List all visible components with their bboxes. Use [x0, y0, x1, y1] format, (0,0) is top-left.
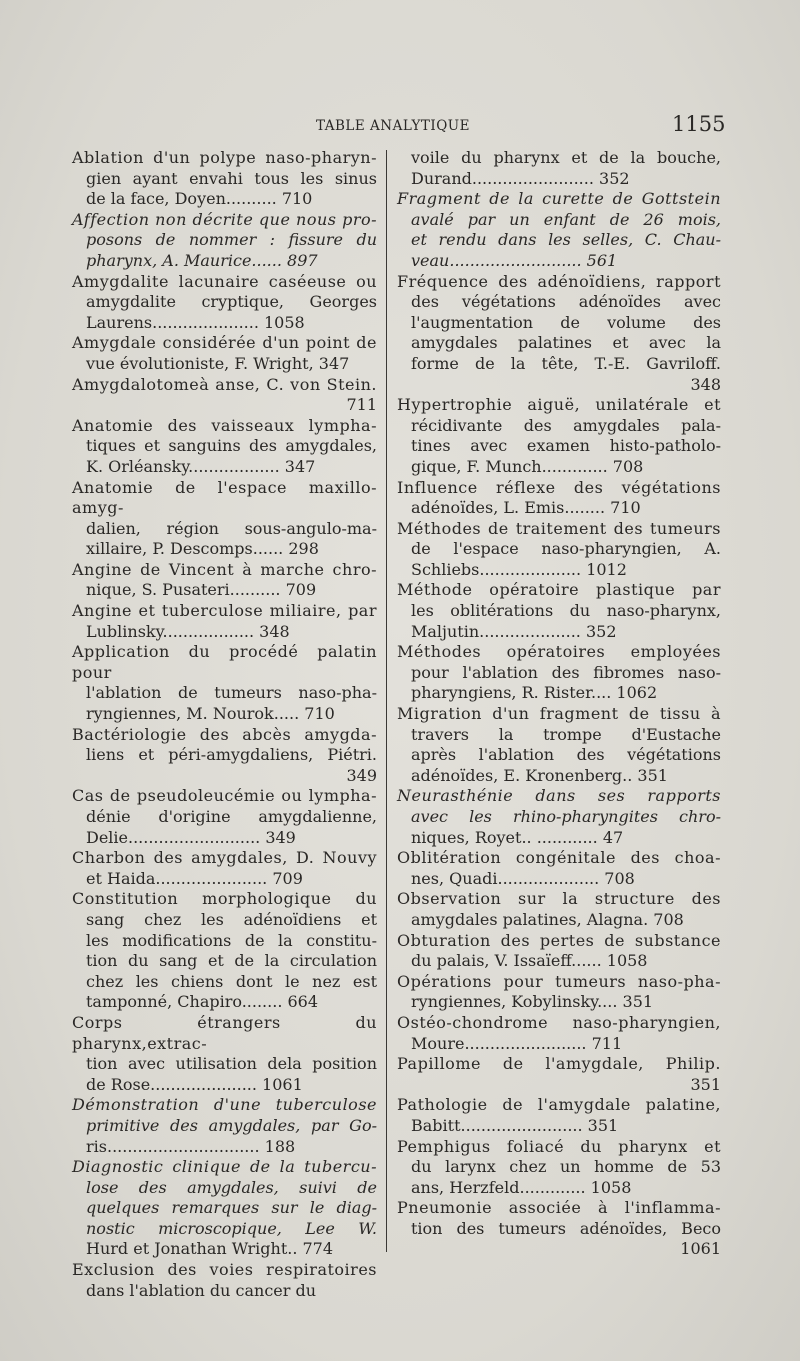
index-entry — [72, 1013, 377, 1095]
index-entry-line: amygdalite cryptique, Georges — [86, 292, 377, 312]
index-entry-line: nostic microscopique, Lee W. — [86, 1218, 377, 1238]
index-entry-line: lose des amygdales, suivi de — [86, 1177, 377, 1197]
index-entry-line: dans l'ablation du cancer du — [86, 1280, 317, 1300]
index-entry — [397, 786, 721, 848]
index-entry-line: Angine et tuberculose miliaire, par — [72, 601, 377, 621]
index-entry-line: avalé par un enfant de 26 mois, — [411, 209, 721, 229]
index-entry-line: Affection non décrite que nous pro- — [72, 209, 377, 229]
index-entry-line: et rendu dans les selles, C. Chau- — [411, 230, 721, 250]
index-entry-line: Babitt........................ 351 — [411, 1115, 619, 1135]
index-entry-line: Méthodes de traitement des tumeurs — [397, 518, 721, 538]
index-entry — [72, 272, 377, 334]
index-entry-line: Application du procédé palatin pour — [72, 642, 377, 682]
index-entry-line: du palais, V. Issaïeff...... 1058 — [411, 951, 648, 971]
index-entry-line: les modifications de la constitu- — [86, 930, 377, 950]
index-entry-line: Lublinsky.................. 348 — [86, 621, 290, 641]
index-entry — [397, 889, 721, 930]
index-entry-line: pour l'ablation des fibromes naso- — [411, 662, 721, 682]
index-entry — [72, 333, 377, 374]
index-entry — [397, 580, 721, 642]
index-entry-line: Charbon des amygdales, D. Nouvy — [72, 848, 377, 868]
index-entry-line: Constitution morphologique du — [72, 889, 377, 909]
index-entry-line: pharyngiens, R. Rister.... 1062 — [411, 683, 658, 703]
index-entry-line: Corps étrangers du pharynx,extrac- — [72, 1012, 377, 1053]
index-entry — [397, 519, 721, 581]
index-entry — [72, 786, 377, 848]
index-entry — [397, 1054, 721, 1095]
index-entry-line: Amygdale considérée d'un point de — [72, 333, 377, 353]
index-entry-line: Démonstration d'une tuberculose — [72, 1095, 377, 1115]
index-entry — [72, 478, 377, 560]
index-entry-line: Observation sur la structure des — [397, 889, 721, 909]
index-entry — [72, 560, 377, 601]
index-entry — [72, 1260, 377, 1301]
index-entry-line: du larynx chez un homme de 53 — [411, 1157, 721, 1177]
index-entry — [397, 148, 721, 189]
index-entry-line: Diagnostic clinique de la tubercu- — [72, 1157, 377, 1177]
index-entry-line: Moure........................ 711 — [411, 1033, 623, 1053]
index-entry — [397, 642, 721, 704]
page-number: 1155 — [672, 112, 726, 136]
index-entry-line: Obturation des pertes de substance — [397, 930, 721, 950]
index-entry-line: Exclusion des voies respiratoires — [72, 1260, 377, 1280]
index-entry-line: vue évolutioniste, F. Wright, 347 — [86, 353, 350, 373]
index-entry-line: Bactériologie des abcès amygda- — [72, 724, 377, 744]
index-entry-line: Opérations pour tumeurs naso-pha- — [397, 971, 721, 991]
index-entry-line: Angine de Vincent à marche chro- — [72, 559, 377, 579]
index-entry-line: gique, F. Munch............. 708 — [411, 456, 644, 476]
index-entry-line: 348 — [690, 374, 721, 394]
index-entry — [72, 416, 377, 478]
index-entry — [72, 889, 377, 1013]
index-entry-line: Méthodes opératoires employées — [397, 642, 721, 662]
index-entry-line: Méthode opératoire plastique par — [397, 580, 721, 600]
index-entry-line: Delie.......................... 349 — [86, 827, 296, 847]
index-entry — [72, 375, 377, 416]
index-entry-line: 351 — [690, 1074, 721, 1094]
index-entry-line: tamponné, Chapiro........ 664 — [86, 992, 319, 1012]
index-entry-line: 711 — [346, 395, 377, 415]
index-entry-line: sang chez les adénoïdiens et — [86, 909, 377, 929]
index-entry-line: Fragment de la curette de Gottstein — [397, 189, 721, 209]
index-entry-line: dalien, région sous-angulo-ma- — [86, 518, 377, 538]
index-entry-line: amygdales palatines, Alagna. 708 — [411, 909, 684, 929]
index-entry-line: Hypertrophie aiguë, unilatérale et — [397, 395, 721, 415]
index-entry-line: veau.......................... 561 — [411, 250, 618, 270]
index-entry-line: les oblitérations du naso-pharynx, — [411, 601, 721, 621]
index-entry — [397, 1137, 721, 1199]
index-entry-line: Hurd et Jonathan Wright.. 774 — [86, 1239, 334, 1259]
index-entry-line: des végétations adénoïdes avec — [411, 292, 721, 312]
index-entry-line: récidivante des amygdales pala- — [411, 415, 721, 435]
index-entry — [397, 272, 721, 396]
index-entry-line: de l'espace naso-pharyngien, A. — [411, 539, 721, 559]
index-entry-line: ryngiennes, M. Nourok..... 710 — [86, 704, 335, 724]
index-entry-line: voile du pharynx et de la bouche, — [411, 148, 721, 167]
index-entry — [397, 972, 721, 1013]
index-entry-line: Influence réflexe des végétations — [397, 477, 721, 497]
index-entry — [397, 848, 721, 889]
index-entry — [397, 478, 721, 519]
index-entry — [72, 642, 377, 724]
index-entry-line: K. Orléansky.................. 347 — [86, 456, 316, 476]
index-entry-line: Laurens..................... 1058 — [86, 312, 305, 332]
index-entry-line: Durand........................ 352 — [411, 168, 630, 188]
index-entry-line: amygdales palatines et avec la — [411, 333, 721, 353]
index-entry-line: Anatomie de l'espace maxillo-amyg- — [72, 477, 377, 518]
index-entry — [397, 704, 721, 786]
index-entry-line: ans, Herzfeld............. 1058 — [411, 1177, 632, 1197]
index-entry — [397, 1198, 721, 1260]
index-entry-line: de la face, Doyen.......... 710 — [86, 189, 313, 209]
index-entry-line: 349 — [346, 765, 377, 785]
index-entry-line: posons de nommer : fissure du — [86, 230, 377, 250]
index-entry-line: adénoïdes, E. Kronenberg.. 351 — [411, 765, 668, 785]
index-entry-line: primitive des amygdales, par Go- — [86, 1115, 377, 1135]
index-entry — [397, 395, 721, 477]
index-entry-line: nes, Quadi.................... 708 — [411, 868, 635, 888]
index-entry-line: Schliebs.................... 1012 — [411, 559, 627, 579]
index-entry-line: quelques remarques sur le diag- — [86, 1198, 377, 1218]
index-entry-line: et Haida...................... 709 — [86, 868, 303, 888]
index-entry — [397, 931, 721, 972]
index-column-left — [72, 148, 377, 1301]
index-entry — [397, 1013, 721, 1054]
index-entry-line: forme de la tête, T.-E. Gavriloff. — [411, 353, 721, 373]
index-entry-line: Maljutin.................... 352 — [411, 621, 617, 641]
index-entry-line: l'ablation de tumeurs naso-pha- — [86, 683, 377, 703]
index-entry-line: tiques et sanguins des amygdales, — [86, 436, 377, 456]
index-entry-line: niques, Royet.. ............ 47 — [411, 827, 624, 847]
index-entry-line: Migration d'un fragment de tissu à — [397, 704, 721, 724]
index-entry — [72, 210, 377, 272]
index-entry-line: 1061 — [680, 1239, 721, 1259]
column-divider — [386, 150, 387, 1252]
index-entry-line: Anatomie des vaisseaux lympha- — [72, 415, 377, 435]
index-entry-line: liens et péri-amygdaliens, Piétri. — [86, 745, 377, 765]
index-entry-line: Papillome de l'amygdale, Philip. — [397, 1054, 721, 1074]
index-entry-line: tion du sang et de la circulation — [86, 951, 377, 971]
index-entry-line: travers la trompe d'Eustache — [411, 724, 721, 744]
index-entry-line: Ablation d'un polype naso-pharyn- — [72, 148, 377, 167]
index-entry-line: Neurasthénie dans ses rapports — [397, 786, 721, 806]
index-entry-line: xillaire, P. Descomps...... 298 — [86, 539, 319, 559]
index-entry-line: tines avec examen histo-patholo- — [411, 436, 721, 456]
index-entry — [397, 1095, 721, 1136]
index-entry — [72, 148, 377, 210]
index-entry-line: Fréquence des adénoïdiens, rapport — [397, 271, 721, 291]
index-entry-line: Pathologie de l'amygdale palatine, — [397, 1095, 721, 1115]
index-entry — [72, 725, 377, 787]
index-entry-line: Amygdalotomeà anse, C. von Stein. — [72, 374, 377, 394]
index-entry-line: Cas de pseudoleucémie ou lympha- — [72, 786, 377, 806]
index-entry-line: Ostéo-chondrome naso-pharyngien, — [397, 1012, 721, 1032]
index-entry-line: l'augmentation de volume des — [411, 312, 721, 332]
index-entry-line: chez les chiens dont le nez est — [86, 971, 377, 991]
index-entry — [72, 1157, 377, 1260]
page-header — [0, 112, 800, 142]
index-entry-line: Amygdalite lacunaire caséeuse ou — [72, 271, 377, 291]
index-entry-line: tion des tumeurs adénoïdes, Beco — [411, 1218, 721, 1238]
index-entry-line: pharynx, A. Maurice...... 897 — [86, 250, 318, 270]
index-entry-line: Oblitération congénitale des choa- — [397, 848, 721, 868]
index-entry-line: dénie d'origine amygdalienne, — [86, 807, 377, 826]
index-entry-line: après l'ablation des végétations — [411, 745, 721, 765]
index-entry-line: adénoïdes, L. Emis........ 710 — [411, 498, 641, 518]
index-entry-line: de Rose..................... 1061 — [86, 1074, 303, 1094]
index-entry — [72, 1095, 377, 1157]
index-column-right — [397, 148, 721, 1260]
index-entry-line: ryngiennes, Kobylinsky.... 351 — [411, 992, 654, 1012]
index-entry-line: avec les rhino-pharyngites chro- — [411, 807, 721, 826]
index-entry-line: gien ayant envahi tous les sinus — [86, 168, 377, 188]
index-entry — [72, 601, 377, 642]
index-entry-line: Pemphigus foliacé du pharynx et — [397, 1136, 721, 1156]
index-entry — [72, 848, 377, 889]
index-entry-line: ris.............................. 188 — [86, 1136, 296, 1156]
running-title: TABLE ANALYTIQUE — [316, 118, 471, 134]
index-entry-line: Pneumonie associée à l'inflamma- — [397, 1198, 721, 1218]
index-entry-line: tion avec utilisation dela position — [86, 1054, 377, 1074]
index-entry — [397, 189, 721, 271]
index-entry-line: nique, S. Pusateri.......... 709 — [86, 580, 317, 600]
